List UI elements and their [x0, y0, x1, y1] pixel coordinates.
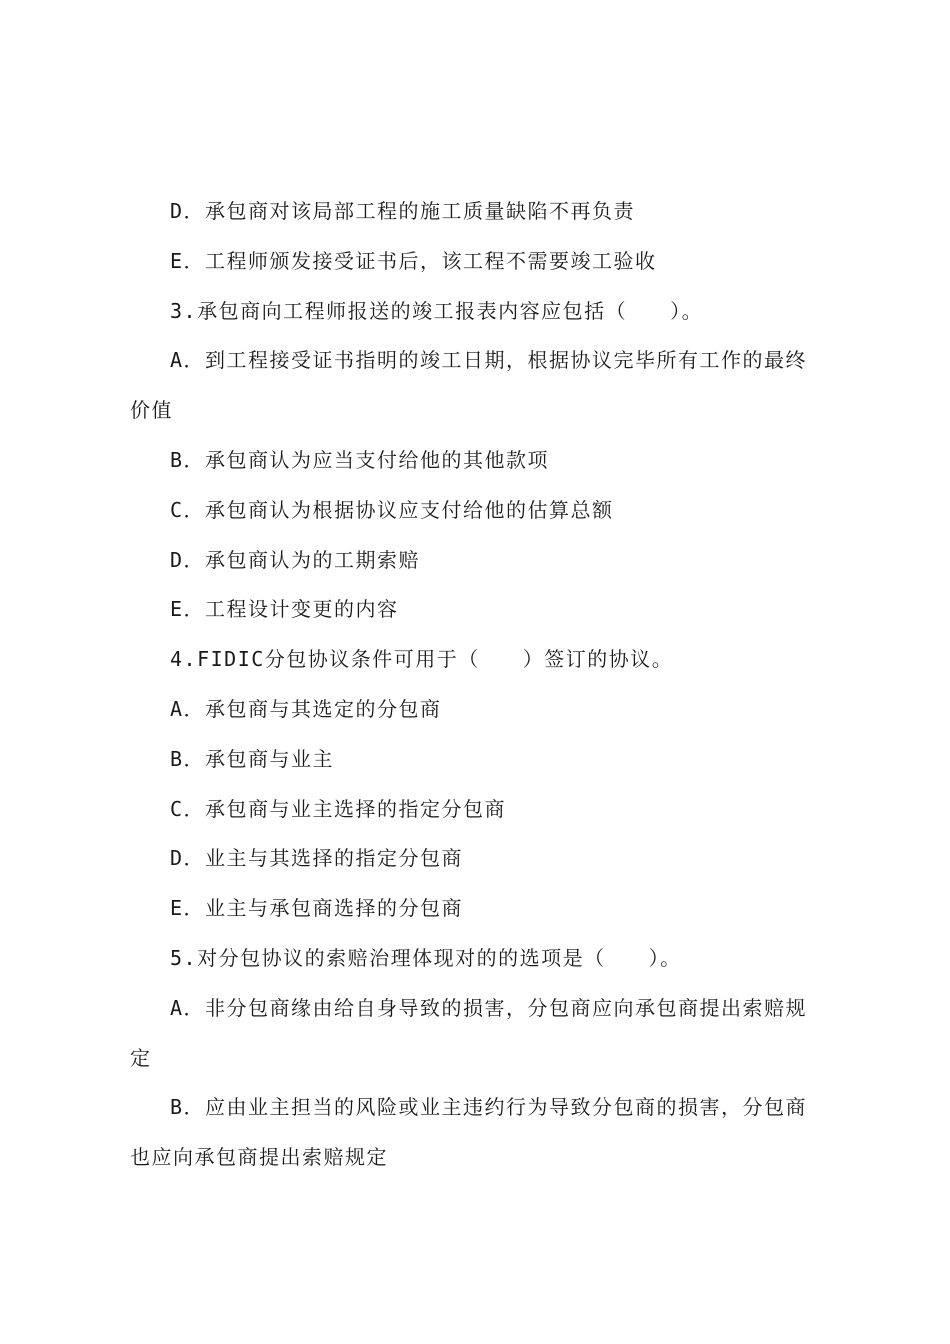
question-5: 5.对分包协议的索赔治理体现对的的选项是（ ）。	[170, 945, 682, 970]
q3-option-a-continued: 价值	[130, 398, 173, 423]
q3-option-d: D．承包商认为的工期索赔	[170, 547, 421, 572]
question-4: 4.FIDIC分包协议条件可用于（ ）签订的协议。	[170, 647, 674, 672]
q3-option-e: E．工程设计变更的内容	[170, 597, 399, 622]
q3-option-c: C．承包商认为根据协议应支付给他的估算总额	[170, 497, 614, 522]
q5-option-a-continued: 定	[130, 1045, 152, 1070]
q2-option-e: E．工程师颁发接受证书后，该工程不需要竣工验收	[170, 248, 657, 273]
question-3: 3.承包商向工程师报送的竣工报表内容应包括（ ）。	[170, 298, 704, 323]
q4-option-e: E．业主与承包商选择的分包商	[170, 896, 464, 921]
q2-option-d: D．承包商对该局部工程的施工质量缺陷不再负责	[170, 199, 636, 223]
document-body	[130, 187, 830, 1183]
q5-option-a: A．非分包商缘由给自身导致的损害，分包商应向承包商提出索赔规	[170, 995, 808, 1020]
q5-option-b-continued: 也应向承包商提出索赔规定	[130, 1145, 388, 1170]
q3-option-b: B．承包商认为应当支付给他的其他款项	[170, 447, 550, 472]
q4-option-c: C．承包商与业主选择的指定分包商	[170, 796, 507, 821]
q5-option-b: B．应由业主担当的风险或业主违约行为导致分包商的损害，分包商	[170, 1095, 808, 1120]
q3-option-a: A．到工程接受证书指明的竣工日期，根据协议完毕所有工作的最终	[170, 348, 808, 373]
q4-option-d: D．业主与其选择的指定分包商	[170, 846, 464, 871]
q4-option-a: A．承包商与其选定的分包商	[170, 696, 442, 721]
q4-option-b: B．承包商与业主	[170, 746, 335, 771]
